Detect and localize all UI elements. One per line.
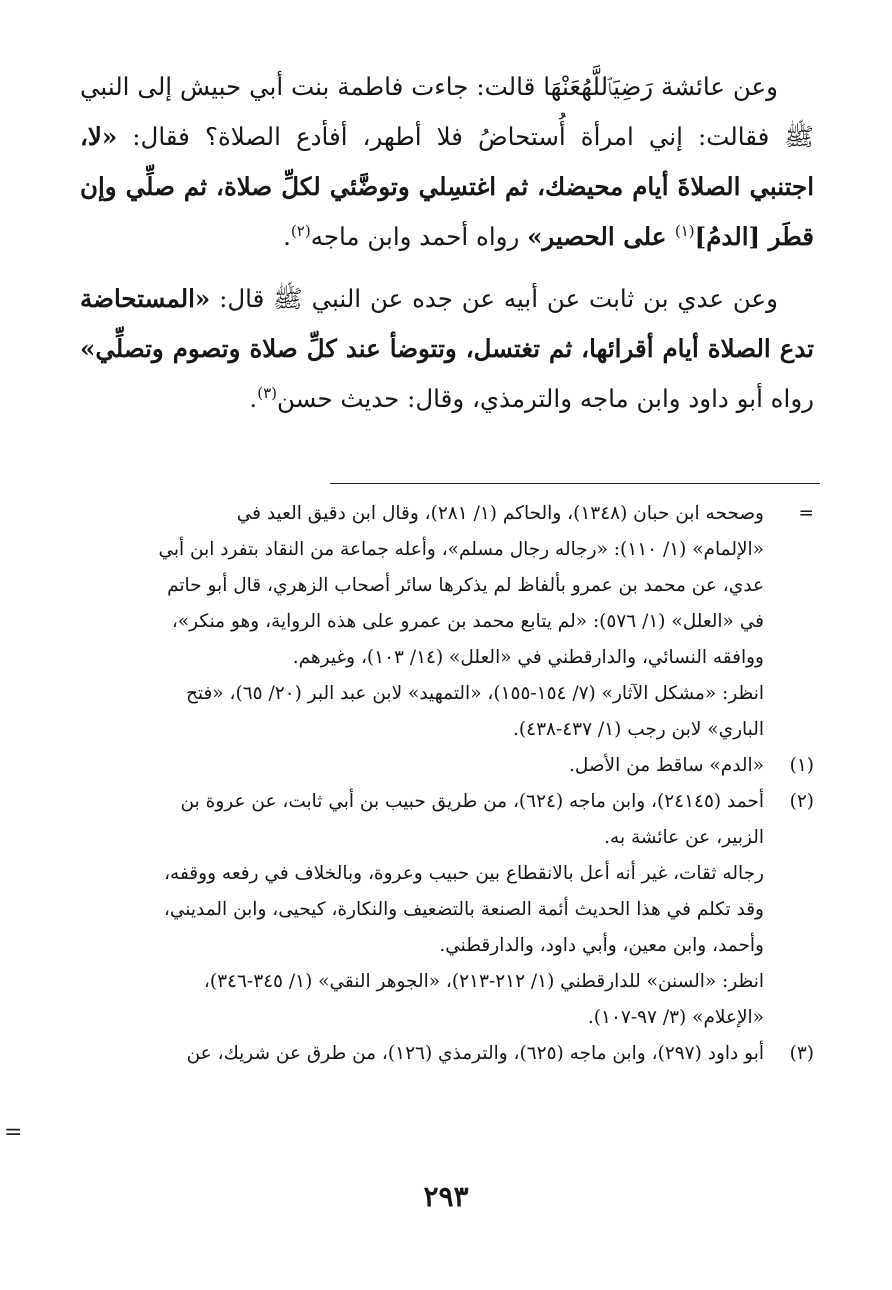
continues-marker: = <box>4 1120 23 1145</box>
footnote-line: في «العلل» (١/ ٥٧٦): «لم يتابع محمد بن عمرو على هذه الرواية، وهو منكر»، <box>171 611 764 632</box>
footnote-line: رجاله ثقات، غير أنه أعل بالانقطاع بين حبيب وعروة، وبالخلاف في رفعه ووقفه، <box>164 863 764 884</box>
footnote-line: «الإعلام» (٣/ ٩٧-١٠٧). <box>587 1007 764 1028</box>
footnote-ref-2[interactable]: (٢) <box>290 221 311 240</box>
footnote-continuation <box>74 496 814 748</box>
narration-source: رواه أبو داود وابن ماجه والترمذي، وقال: حديث حسن <box>276 384 814 413</box>
footnote-line: وأحمد، وابن معين، وأبي داود، والدارقطني. <box>439 935 764 956</box>
hadith-text-bold: على الحصير» <box>527 222 675 251</box>
footnote-line: الباري» لابن رجب (١/ ٤٣٧-٤٣٨). <box>513 719 764 740</box>
footnote-line: أحمد (٢٤١٤٥)، وابن ماجه (٦٢٤)، من طريق حبيب بن أبي ثابت، عن عروة بن <box>180 791 764 812</box>
footnote-line: وقد تكلم في هذا الحديث أئمة الصنعة بالتضعيف والنكارة، كيحيى، وابن المديني، <box>163 899 764 920</box>
main-text <box>80 62 814 436</box>
footnote-line: أبو داود (٢٩٧)، وابن ماجه (٦٢٥)، والترمذي (١٢٦)، من طرق عن شريك، عن <box>186 1043 764 1064</box>
footnote-line: الزبير، عن عائشة به. <box>604 827 764 848</box>
punctuation: . <box>249 384 258 413</box>
continuation-marker: = <box>798 503 814 524</box>
footnote-line: عدي، عن محمد بن عمرو بألفاظ لم يذكرها سائر أصحاب الزهري، قال أبو حاتم <box>167 575 764 596</box>
paragraph-adi-hadith <box>80 274 814 424</box>
footnote-number: (١) <box>789 755 814 776</box>
footnote-line: «الإلمام» (١/ ١١٠): «رجاله رجال مسلم»، وأعله جماعة من النقاد بتفرد ابن أبي <box>158 539 764 560</box>
footnote-1 <box>74 748 814 784</box>
footnote-3 <box>74 1036 814 1072</box>
footnote-line: انظر: «مشكل الآثار» (٧/ ١٥٤-١٥٥)، «التمهيد» لابن عبد البر (٢٠/ ٦٥)، «فتح <box>185 683 764 704</box>
footnotes <box>74 496 814 1072</box>
footnote-ref-1[interactable]: (١) <box>674 221 695 240</box>
footnote-number: (٣) <box>789 1043 814 1064</box>
punctuation: . <box>283 222 291 251</box>
footnote-line: انظر: «السنن» للدارقطني (١/ ٢١٢-٢١٣)، «الجوهر النقي» (١/ ٣٤٥-٣٤٦)، <box>203 971 764 992</box>
footnote-number: (٢) <box>789 791 814 812</box>
page-number: ٢٩٣ <box>423 1180 469 1213</box>
footnote-2 <box>74 784 814 1036</box>
hadith-text-bold: «لا، اجتنبي الصلاةَ أيام محيضك، ثم اغتسِلي وتوضَّئي لكلِّ صلاة، ثم صلِّي وإن قطَر [الدمُ] <box>80 122 814 251</box>
narration-text: وعن عدي بن ثابت عن أبيه عن جده عن النبي ﷺ قال: <box>210 284 778 313</box>
footnote-line: «الدم» ساقط من الأصل. <box>568 755 764 776</box>
narration-source: رواه أحمد وابن ماجه <box>310 222 528 251</box>
paragraph-aisha-hadith <box>80 62 814 262</box>
footnote-separator <box>330 483 820 484</box>
hadith-text-bold: «المستحاضة تدع الصلاة أيام أقرائها، ثم تغتسل، وتتوضأ عند كلِّ صلاة وتصوم وتصلِّي» <box>80 284 814 363</box>
footnote-line: ووافقه النسائي، والدارقطني في «العلل» (١٤/ ١٠٣)، وغيرهم. <box>292 647 764 668</box>
footnote-line: وصححه ابن حبان (١٣٤٨)، والحاكم (١/ ٢٨١)، وقال ابن دقيق العيد في <box>236 503 764 524</box>
footnote-ref-3[interactable]: (٣) <box>257 383 277 402</box>
narration-text: وعن عائشة رَضِيَٱللَّهُعَنْهَا قالت: جاءت فاطمة بنت أبي حبيش إلى النبي ﷺ فقالت: إني امرأة أُستحاضُ فلا أطهر، أفأدع الصلاة؟ فقال: <box>80 72 814 151</box>
